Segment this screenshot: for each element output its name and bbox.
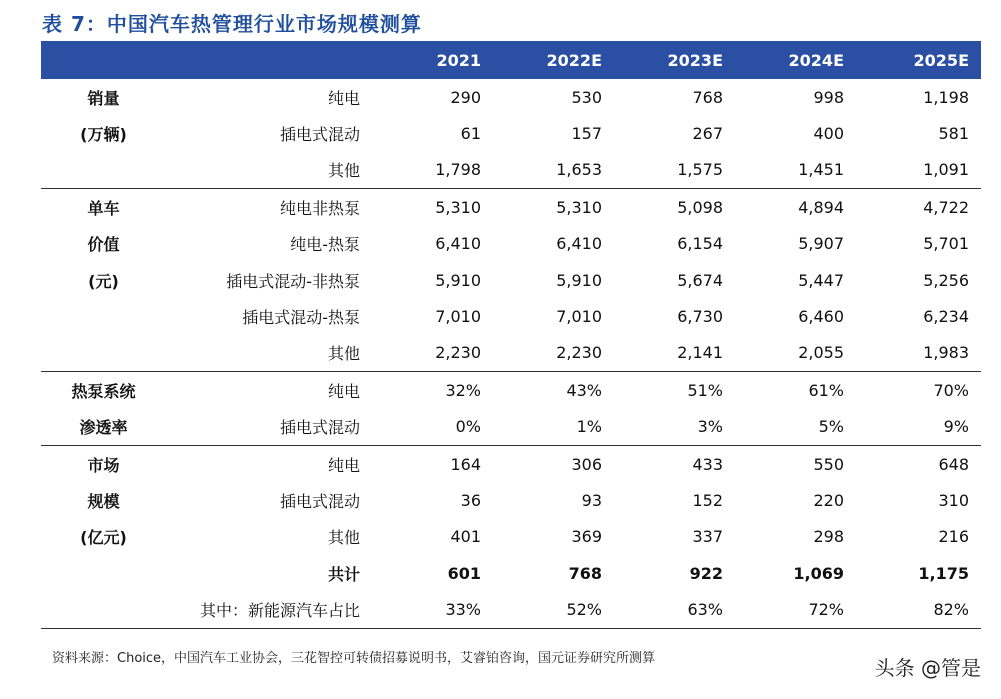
row-group-label: 单车 <box>87 198 120 218</box>
row-label: 其中：新能源汽车占比 <box>199 601 360 621</box>
table-row <box>41 188 981 225</box>
cell-value: 6,234 <box>923 307 969 327</box>
cell-value: 1,451 <box>798 160 844 180</box>
cell-value: 93 <box>581 490 602 510</box>
row-label: 纯电非热泵 <box>279 198 360 218</box>
col-2023e: 2023E <box>667 50 723 70</box>
cell-value: 152 <box>692 490 723 510</box>
cell-value: 530 <box>571 87 602 107</box>
cell-value: 267 <box>692 124 723 144</box>
row-group-label: 销量 <box>87 88 120 108</box>
table-row <box>41 298 981 334</box>
row-label: 插电式混动-非热泵 <box>226 271 360 291</box>
cell-value: 1,069 <box>793 563 844 583</box>
cell-value: 1,798 <box>435 160 481 180</box>
cell-value: 9% <box>943 417 969 437</box>
cell-value: 43% <box>566 380 602 400</box>
row-group-label: (万辆) <box>80 125 127 145</box>
cell-value: 6,460 <box>798 307 844 327</box>
cell-value: 922 <box>689 563 723 583</box>
watermark: 头条 @管是 <box>874 656 981 680</box>
row-label: 插电式混动-热泵 <box>242 308 360 328</box>
cell-value: 2,230 <box>556 343 602 363</box>
cell-value: 6,154 <box>677 234 723 254</box>
row-label: 纯电 <box>327 88 360 108</box>
table-row <box>41 152 981 188</box>
cell-value: 1,653 <box>556 160 602 180</box>
row-label: 插电式混动 <box>279 125 360 145</box>
cell-value: 2,055 <box>798 343 844 363</box>
cell-value: 82% <box>933 600 969 620</box>
row-group-label: 渗透率 <box>79 418 128 438</box>
source-note: 资料来源：Choice，中国汽车工业协会，三花智控可转债招募说明书，艾睿铂咨询，国元证券研究所测算 <box>52 651 656 666</box>
cell-value: 601 <box>447 563 481 583</box>
row-label: 其他 <box>327 344 360 364</box>
cell-value: 6,730 <box>677 307 723 327</box>
cell-value: 220 <box>813 490 844 510</box>
cell-value: 3% <box>697 417 723 437</box>
cell-value: 5,310 <box>556 197 602 217</box>
table-title: 表 7：中国汽车热管理行业市场规模测算 <box>42 12 422 36</box>
cell-value: 1,198 <box>923 87 969 107</box>
cell-value: 52% <box>566 600 602 620</box>
cell-value: 5% <box>818 417 844 437</box>
row-group-label: 热泵系统 <box>71 381 136 401</box>
cell-value: 433 <box>692 454 723 474</box>
table-row <box>41 226 981 262</box>
row-group-label: (亿元) <box>80 528 127 548</box>
table-header <box>41 41 981 79</box>
row-group-label: 市场 <box>87 455 120 475</box>
cell-value: 550 <box>813 454 844 474</box>
cell-value: 63% <box>687 600 723 620</box>
row-label: 共计 <box>327 564 360 584</box>
cell-value: 164 <box>450 454 481 474</box>
cell-value: 6,410 <box>435 234 481 254</box>
cell-value: 768 <box>568 563 602 583</box>
cell-value: 5,907 <box>798 234 844 254</box>
cell-value: 32% <box>445 380 481 400</box>
row-label: 其他 <box>327 528 360 548</box>
col-2024e: 2024E <box>788 50 844 70</box>
cell-value: 648 <box>938 454 969 474</box>
cell-value: 7,010 <box>435 307 481 327</box>
market-size-table <box>41 41 981 629</box>
cell-value: 768 <box>692 87 723 107</box>
cell-value: 401 <box>450 527 481 547</box>
cell-value: 1% <box>576 417 602 437</box>
row-group-label: 规模 <box>87 491 120 511</box>
cell-value: 5,910 <box>556 270 602 290</box>
cell-value: 310 <box>938 490 969 510</box>
cell-value: 5,310 <box>435 197 481 217</box>
cell-value: 7,010 <box>556 307 602 327</box>
cell-value: 400 <box>813 124 844 144</box>
table-row <box>41 371 981 408</box>
table-row <box>41 115 981 151</box>
cell-value: 33% <box>445 600 481 620</box>
cell-value: 70% <box>933 380 969 400</box>
cell-value: 998 <box>813 87 844 107</box>
cell-value: 5,910 <box>435 270 481 290</box>
table-row <box>41 482 981 518</box>
cell-value: 5,256 <box>923 270 969 290</box>
table-row <box>41 79 981 115</box>
table-row <box>41 409 981 445</box>
cell-value: 216 <box>938 527 969 547</box>
row-label: 其他 <box>327 161 360 181</box>
row-label: 纯电 <box>327 381 360 401</box>
cell-value: 369 <box>571 527 602 547</box>
cell-value: 298 <box>813 527 844 547</box>
cell-value: 0% <box>455 417 481 437</box>
cell-value: 1,983 <box>923 343 969 363</box>
cell-value: 4,722 <box>923 197 969 217</box>
table-row <box>41 555 981 591</box>
row-label: 纯电 <box>327 455 360 475</box>
cell-value: 1,091 <box>923 160 969 180</box>
cell-value: 581 <box>938 124 969 144</box>
row-label: 纯电-热泵 <box>290 235 360 255</box>
cell-value: 2,230 <box>435 343 481 363</box>
cell-value: 61 <box>460 124 481 144</box>
cell-value: 5,447 <box>798 270 844 290</box>
cell-value: 290 <box>450 87 481 107</box>
cell-value: 72% <box>808 600 844 620</box>
table-row <box>41 445 981 482</box>
cell-value: 337 <box>692 527 723 547</box>
row-label: 插电式混动 <box>279 418 360 438</box>
cell-value: 157 <box>571 124 602 144</box>
cell-value: 51% <box>687 380 723 400</box>
cell-value: 306 <box>571 454 602 474</box>
table-row <box>41 519 981 555</box>
cell-value: 5,098 <box>677 197 723 217</box>
table-row <box>41 335 981 371</box>
col-2021: 2021 <box>436 50 481 70</box>
cell-value: 5,674 <box>677 270 723 290</box>
cell-value: 1,575 <box>677 160 723 180</box>
cell-value: 5,701 <box>923 234 969 254</box>
cell-value: 36 <box>460 490 481 510</box>
col-2022e: 2022E <box>546 50 602 70</box>
table-row <box>41 262 981 298</box>
table-row <box>41 591 981 628</box>
cell-value: 61% <box>808 380 844 400</box>
row-group-label: 价值 <box>87 235 120 255</box>
cell-value: 4,894 <box>798 197 844 217</box>
cell-value: 6,410 <box>556 234 602 254</box>
cell-value: 1,175 <box>918 563 969 583</box>
row-group-label: (元) <box>88 271 119 291</box>
table-body <box>41 79 981 629</box>
row-label: 插电式混动 <box>279 491 360 511</box>
cell-value: 2,141 <box>677 343 723 363</box>
col-2025e: 2025E <box>913 50 969 70</box>
